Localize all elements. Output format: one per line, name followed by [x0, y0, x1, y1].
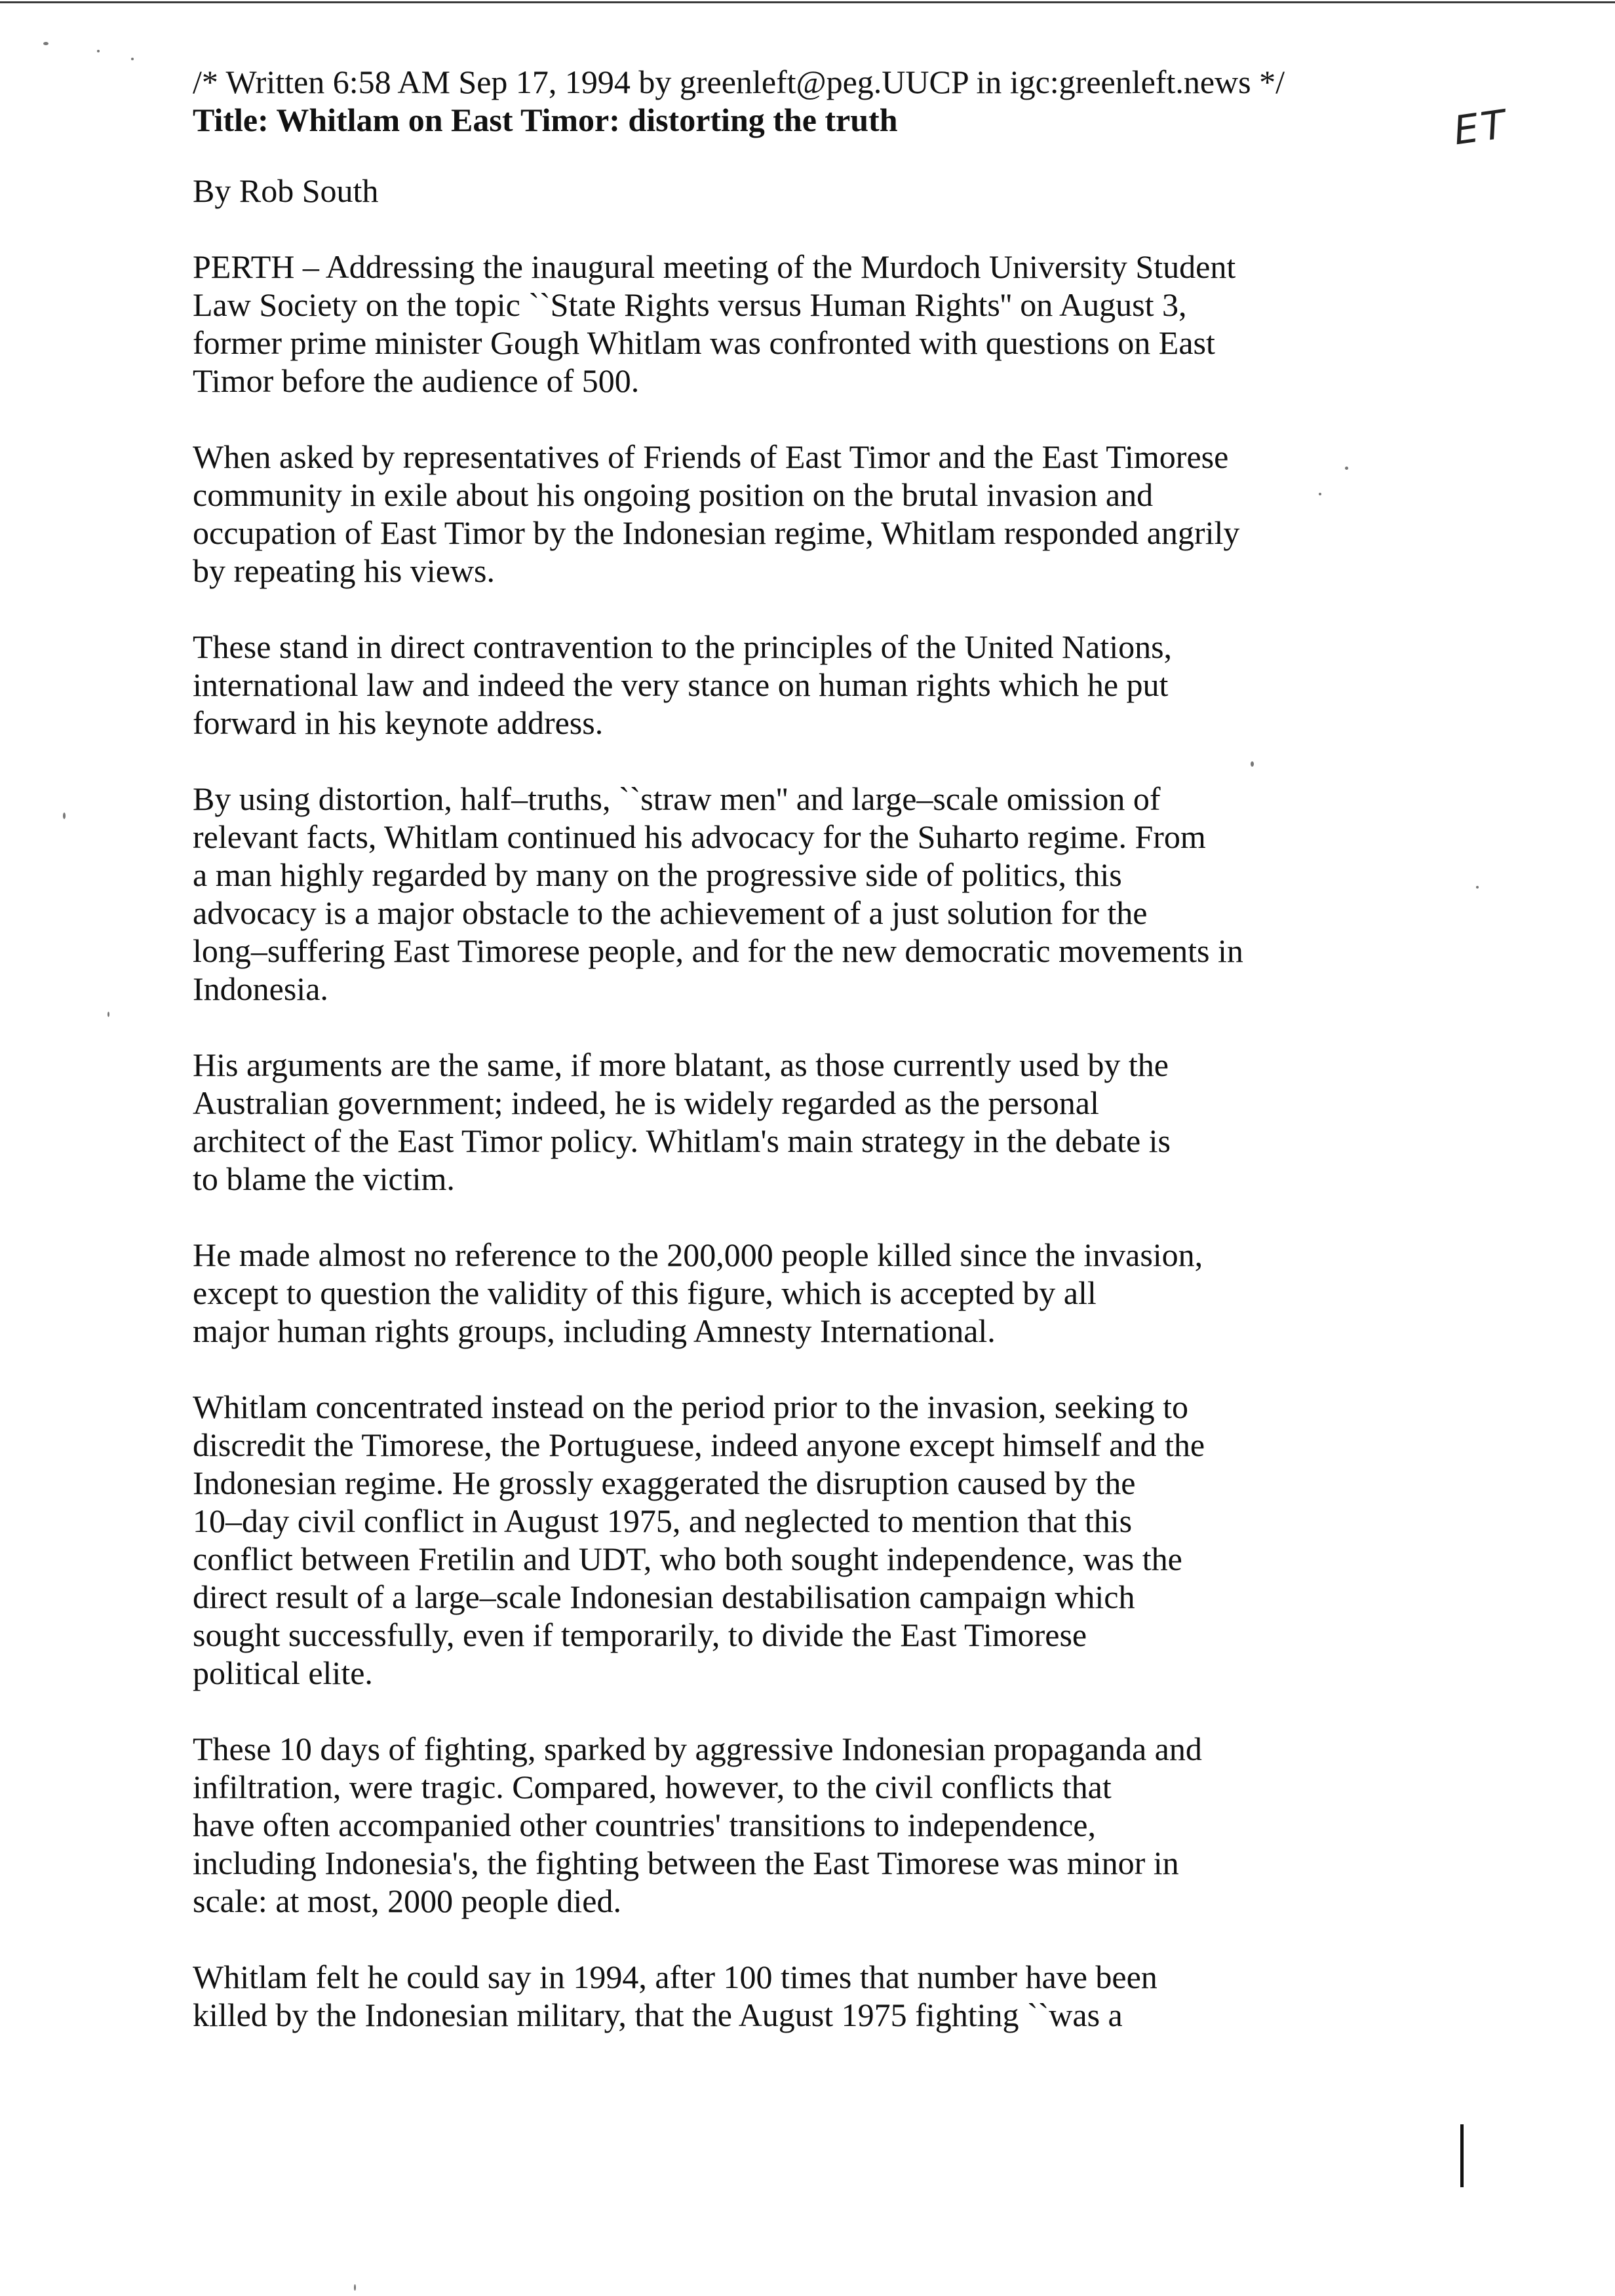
paragraph-3: These stand in direct contravention to the principles of the United Nations, international law and indeed the very stance on human rights which he put forward in his keynote address. — [193, 628, 1173, 741]
paragraph-2: When asked by representatives of Friends of East Timor and the East Timorese community in exile about his ongoing position on the brutal invasion and occupation of East Timor by the Indonesian regime, Whitlam responded angrily by repeating his views. — [193, 438, 1240, 589]
paragraph-1: PERTH – Addressing the inaugural meeting of the Murdoch University Student Law Society on the topic ``State Rights versus Human Rights'' on August 3, former prime minister Gough Whitlam was confronted with questions on East Timor before the audience of 500. — [193, 248, 1236, 399]
scan-speck — [107, 1012, 109, 1017]
paragraph-6: He made almost no reference to the 200,000 people killed since the invasion, except to question the validity of this figure, which is accepted by all major human rights groups, including Amnesty International. — [193, 1236, 1203, 1349]
paragraph-4: By using distortion, half–truths, ``straw men'' and large–scale omission of relevant facts, Whitlam continued his advocacy for the Suharto regime. From a man highly regarded by many on the progressive side of politics, this advocacy is a major obstacle to the achievement of a just solution for the long–suffering East Timorese people, and for the new democratic movements in Indonesia. — [193, 780, 1243, 1007]
paragraph-9: Whitlam felt he could say in 1994, after 100 times that number have been killed by the Indonesian military, that the August 1975 fighting ``was a — [193, 1959, 1158, 2033]
scan-speck — [1319, 493, 1321, 495]
scan-speck — [1476, 886, 1479, 889]
article-title: Title: Whitlam on East Timor: distorting the truth — [193, 102, 898, 138]
paragraph-8: These 10 days of fighting, sparked by aggressive Indonesian propaganda and infiltration, were tragic. Compared, however, to the civil conflicts that have often accompanied other countries' transitions to independence, including Indonesia's, the fighting between the East Timorese was minor in scale: at most, 2000 people died. — [193, 1731, 1202, 1919]
handwritten-annotation: ET — [1450, 101, 1511, 155]
article-byline: By Rob South — [193, 172, 379, 209]
scan-speck — [63, 813, 66, 819]
margin-mark — [1460, 2124, 1464, 2187]
article-body — [193, 63, 1320, 2034]
scan-speck — [43, 42, 49, 45]
scan-speck — [1345, 467, 1348, 470]
scan-top-edge — [0, 1, 1615, 3]
paragraph-7: Whitlam concentrated instead on the period prior to the invasion, seeking to discredit the Timorese, the Portuguese, indeed anyone except himself and the Indonesian regime. He grossly exaggerated the disruption caused by the 10–day civil conflict in August 1975, and neglected to mention that this conflict between Fretilin and UDT, who both sought independence, was the direct result of a large–scale Indonesian destabilisation campaign which sought successfully, even if temporarily, to divide the East Timorese political elite. — [193, 1388, 1205, 1691]
paragraph-5: His arguments are the same, if more blatant, as those currently used by the Australian government; indeed, he is widely regarded as the personal architect of the East Timor policy. Whitlam's main strategy in the debate is to blame the victim. — [193, 1046, 1171, 1197]
scan-speck — [97, 50, 100, 52]
scan-speck — [1251, 761, 1254, 767]
scan-speck — [354, 2284, 356, 2291]
scan-speck — [131, 58, 134, 60]
posting-header: /* Written 6:58 AM Sep 17, 1994 by greenleft@peg.UUCP in igc:greenleft.news */ — [193, 64, 1285, 100]
